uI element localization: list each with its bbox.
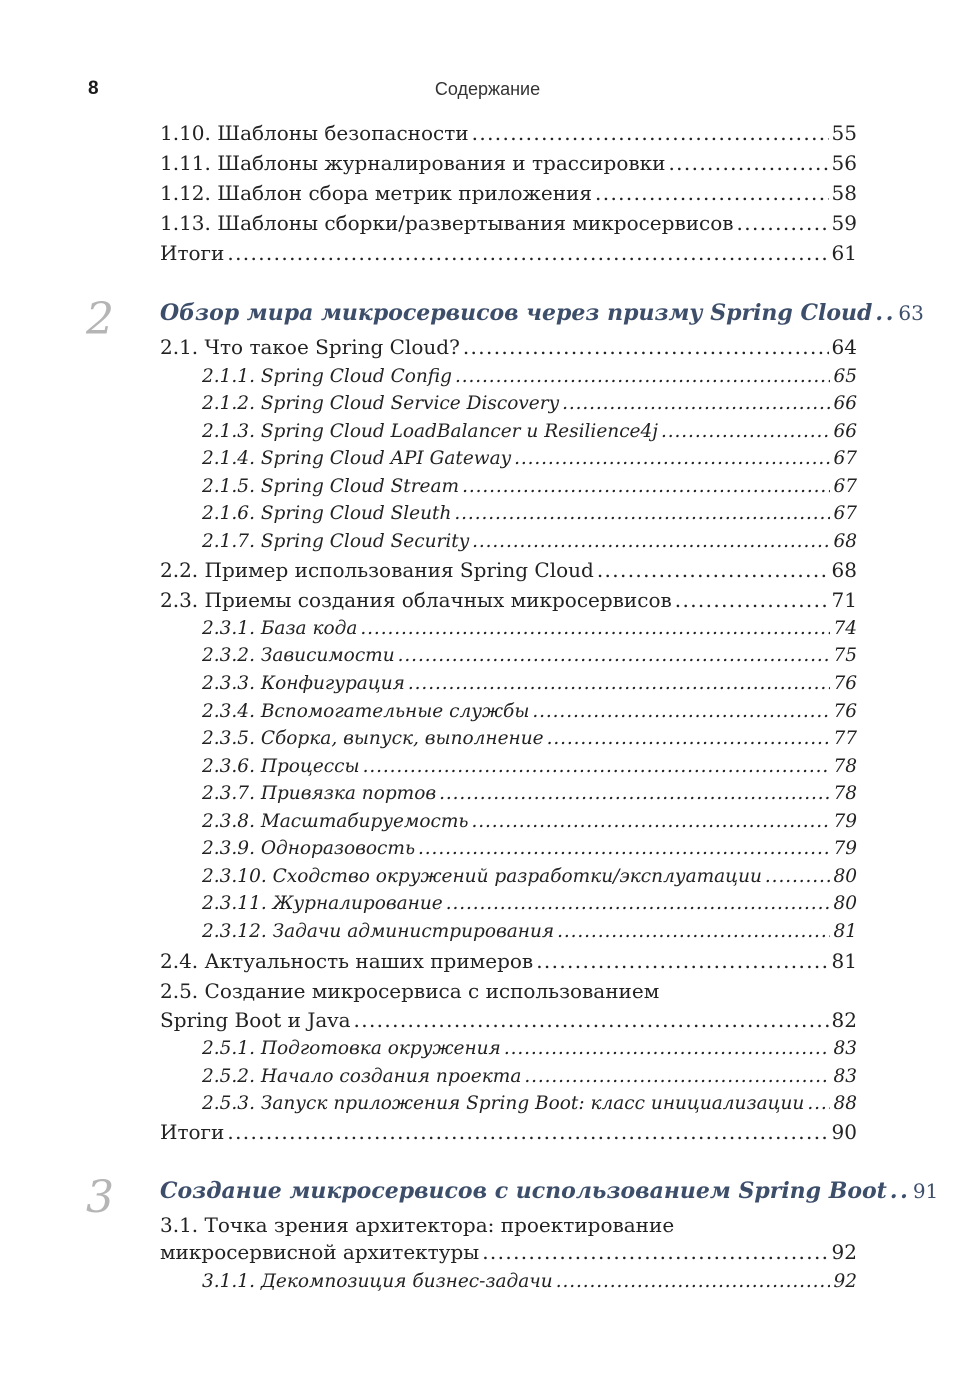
toc-entry[interactable] <box>160 979 857 1009</box>
toc-title: Итоги <box>160 1120 225 1144</box>
toc-subentry[interactable] <box>202 893 857 923</box>
toc-subentry[interactable] <box>202 921 857 951</box>
toc-title: 2.3.3. Конфигурация <box>202 673 405 694</box>
toc-page: 66 <box>833 421 857 442</box>
dot-leader <box>562 393 830 414</box>
chapter-number: 2 <box>86 294 114 345</box>
toc-page: 88 <box>833 1093 857 1114</box>
toc-subentry[interactable] <box>202 811 857 841</box>
toc-title: 2.3.4. Вспомогательные службы <box>202 701 530 722</box>
toc-entry[interactable] <box>160 335 857 365</box>
dot-leader <box>675 588 829 612</box>
toc-subentry[interactable] <box>202 393 857 423</box>
toc-page: 61 <box>831 241 857 265</box>
dot-leader <box>439 783 830 804</box>
toc-title: микросервисной архитектуры <box>160 1240 480 1264</box>
toc-title: 2.3.10. Сходство окружений разработки/эксплуатации <box>202 866 762 887</box>
dot-leader <box>418 838 830 859</box>
toc-subentry[interactable] <box>202 673 857 703</box>
dot-leader <box>556 1271 831 1292</box>
toc-page: 74 <box>833 618 857 639</box>
toc-title: Spring Boot и Java <box>160 1008 351 1032</box>
toc-entry[interactable] <box>160 1240 857 1270</box>
toc-subentry[interactable] <box>202 1271 857 1301</box>
dot-leader <box>227 1120 828 1144</box>
toc-page: 58 <box>831 181 857 205</box>
toc-title: 2.1.4. Spring Cloud API Gateway <box>202 448 512 469</box>
toc-title: 2.3.1. База кода <box>202 618 358 639</box>
dot-leader <box>536 949 828 973</box>
toc-title: 2.3.8. Масштабируемость <box>202 811 469 832</box>
toc-page: 59 <box>831 211 857 235</box>
toc-entry[interactable] <box>160 949 857 979</box>
toc-chapter-entry[interactable] <box>160 1178 939 1208</box>
toc-page: 67 <box>833 448 857 469</box>
dot-leader <box>875 300 895 326</box>
toc-page: 92 <box>833 1271 857 1292</box>
toc-entry[interactable] <box>160 588 857 618</box>
toc-title: 1.10. Шаблоны безопасности <box>160 121 469 145</box>
toc-page: 92 <box>831 1240 857 1264</box>
dot-leader <box>471 811 830 832</box>
toc-page: 91 <box>912 1179 939 1203</box>
toc-page: 67 <box>833 476 857 497</box>
dot-leader <box>547 728 831 749</box>
toc-page: 79 <box>833 838 857 859</box>
dot-leader <box>514 448 830 469</box>
dot-leader <box>354 1008 829 1032</box>
toc-page: 81 <box>831 949 857 973</box>
toc-title: 2.5.1. Подготовка окружения <box>202 1038 501 1059</box>
toc-title: 2.3.6. Процессы <box>202 756 360 777</box>
toc-page: 90 <box>831 1120 857 1144</box>
running-head: Содержание <box>434 79 541 99</box>
dot-leader <box>462 476 830 497</box>
toc-subentry[interactable] <box>202 866 857 896</box>
dot-leader <box>557 921 830 942</box>
toc-page: 79 <box>833 811 857 832</box>
toc-subentry[interactable] <box>202 728 857 758</box>
toc-subentry[interactable] <box>202 645 857 675</box>
dot-leader <box>765 866 831 887</box>
toc-title: 2.3.7. Привязка портов <box>202 783 437 804</box>
toc-chapter-entry[interactable] <box>160 300 924 330</box>
dot-leader <box>463 335 829 359</box>
dot-leader <box>446 893 831 914</box>
toc-entry[interactable] <box>160 181 857 211</box>
toc-page: 83 <box>833 1066 857 1087</box>
toc-page: 68 <box>833 531 857 552</box>
dot-leader <box>737 211 829 235</box>
toc-subentry[interactable] <box>202 838 857 868</box>
toc-title: 2.3. Приемы создания облачных микросервисов <box>160 588 672 612</box>
dot-leader <box>890 1178 910 1204</box>
toc-title: 2.1.5. Spring Cloud Stream <box>202 476 460 497</box>
toc-page: 68 <box>831 558 857 582</box>
dot-leader <box>597 558 829 582</box>
toc-page: 80 <box>833 893 857 914</box>
toc-title: 1.13. Шаблоны сборки/развертывания микросервисов <box>160 211 734 235</box>
toc-subentry[interactable] <box>202 421 857 451</box>
toc-title: Создание микросервисов с использованием Spring Boot <box>160 1178 887 1204</box>
dot-leader <box>455 366 830 387</box>
toc-subentry[interactable] <box>202 1093 857 1123</box>
toc-subentry[interactable] <box>202 531 857 561</box>
toc-subentry[interactable] <box>202 503 857 533</box>
toc-page: 75 <box>833 645 857 666</box>
toc-page: 78 <box>833 756 857 777</box>
toc-page: 80 <box>833 866 857 887</box>
dot-leader <box>408 673 831 694</box>
toc-subentry[interactable] <box>202 366 857 396</box>
dot-leader <box>454 503 830 524</box>
dot-leader <box>472 531 830 552</box>
toc-page: 82 <box>831 1008 857 1032</box>
toc-subentry[interactable] <box>202 1038 857 1068</box>
toc-entry[interactable] <box>160 558 857 588</box>
toc-page: 76 <box>833 673 857 694</box>
dot-leader <box>668 151 828 175</box>
toc-page: 64 <box>831 335 857 359</box>
toc-subentry[interactable] <box>202 783 857 813</box>
toc-page: 81 <box>833 921 857 942</box>
toc-subentry[interactable] <box>202 618 857 648</box>
toc-title: 2.2. Пример использования Spring Cloud <box>160 558 594 582</box>
toc-title: Итоги <box>160 241 225 265</box>
dot-leader <box>532 701 830 722</box>
dot-leader <box>398 645 831 666</box>
toc-title: 2.1.3. Spring Cloud LoadBalancer и Resilience4j <box>202 421 659 442</box>
toc-title: 2.1. Что такое Spring Cloud? <box>160 335 460 359</box>
toc-title: 2.3.5. Сборка, выпуск, выполнение <box>202 728 544 749</box>
toc-title: 2.3.9. Одноразовость <box>202 838 416 859</box>
toc-title: 3.1.1. Декомпозиция бизнес-задачи <box>202 1271 553 1292</box>
toc-title: 2.5.2. Начало создания проекта <box>202 1066 522 1087</box>
toc-title: 2.3.2. Зависимости <box>202 645 395 666</box>
toc-title: 2.5.3. Запуск приложения Spring Boot: класс инициализации <box>202 1093 805 1114</box>
toc-page: 67 <box>833 503 857 524</box>
toc-page: 66 <box>833 393 857 414</box>
toc-entry[interactable] <box>160 211 857 241</box>
dot-leader <box>524 1066 830 1087</box>
toc-subentry[interactable] <box>202 476 857 506</box>
dot-leader <box>360 618 830 639</box>
toc-entry[interactable] <box>160 121 857 151</box>
toc-page: 56 <box>831 151 857 175</box>
dot-leader <box>482 1240 828 1264</box>
toc-title: 2.1.2. Spring Cloud Service Discovery <box>202 393 560 414</box>
toc-title: 2.1.7. Spring Cloud Security <box>202 531 470 552</box>
toc-page: 77 <box>833 728 857 749</box>
toc-title: 2.1.1. Spring Cloud Config <box>202 366 452 387</box>
chapter-number: 3 <box>86 1172 114 1223</box>
toc-page: 55 <box>831 121 857 145</box>
dot-leader <box>807 1093 830 1114</box>
toc-subentry[interactable] <box>202 756 857 786</box>
toc-page: 76 <box>833 701 857 722</box>
page-number: 8 <box>88 78 99 99</box>
toc-subentry[interactable] <box>202 448 857 478</box>
toc-page: 78 <box>833 783 857 804</box>
dot-leader <box>661 421 830 442</box>
dot-leader <box>363 756 831 777</box>
toc-title: 2.1.6. Spring Cloud Sleuth <box>202 503 452 524</box>
toc-entry[interactable] <box>160 1120 857 1150</box>
toc-entry[interactable] <box>160 1008 857 1038</box>
dot-leader <box>227 241 828 265</box>
toc-page: 65 <box>833 366 857 387</box>
toc-title: 2.4. Актуальность наших примеров <box>160 949 534 973</box>
dot-leader <box>504 1038 831 1059</box>
dot-leader <box>595 181 829 205</box>
toc-page: 71 <box>831 588 857 612</box>
toc-title: 3.1. Точка зрения архитектора: проектирование <box>160 1213 675 1237</box>
toc-subentry[interactable] <box>202 1066 857 1096</box>
toc-title: 1.12. Шаблон сбора метрик приложения <box>160 181 593 205</box>
toc-title: Обзор мира микросервисов через призму Spring Cloud <box>160 300 873 326</box>
toc-entry[interactable] <box>160 151 857 181</box>
toc-title: 2.3.11. Журналирование <box>202 893 443 914</box>
toc-title: 1.11. Шаблоны журналирования и трассировки <box>160 151 666 175</box>
toc-subentry[interactable] <box>202 701 857 731</box>
toc-entry[interactable] <box>160 241 857 271</box>
toc-page: 63 <box>898 301 924 325</box>
toc-page: 83 <box>833 1038 857 1059</box>
toc-entry[interactable] <box>160 1213 857 1243</box>
toc-title: 2.5. Создание микросервиса с использованием <box>160 979 660 1003</box>
toc-title: 2.3.12. Задачи администрирования <box>202 921 555 942</box>
dot-leader <box>472 121 829 145</box>
